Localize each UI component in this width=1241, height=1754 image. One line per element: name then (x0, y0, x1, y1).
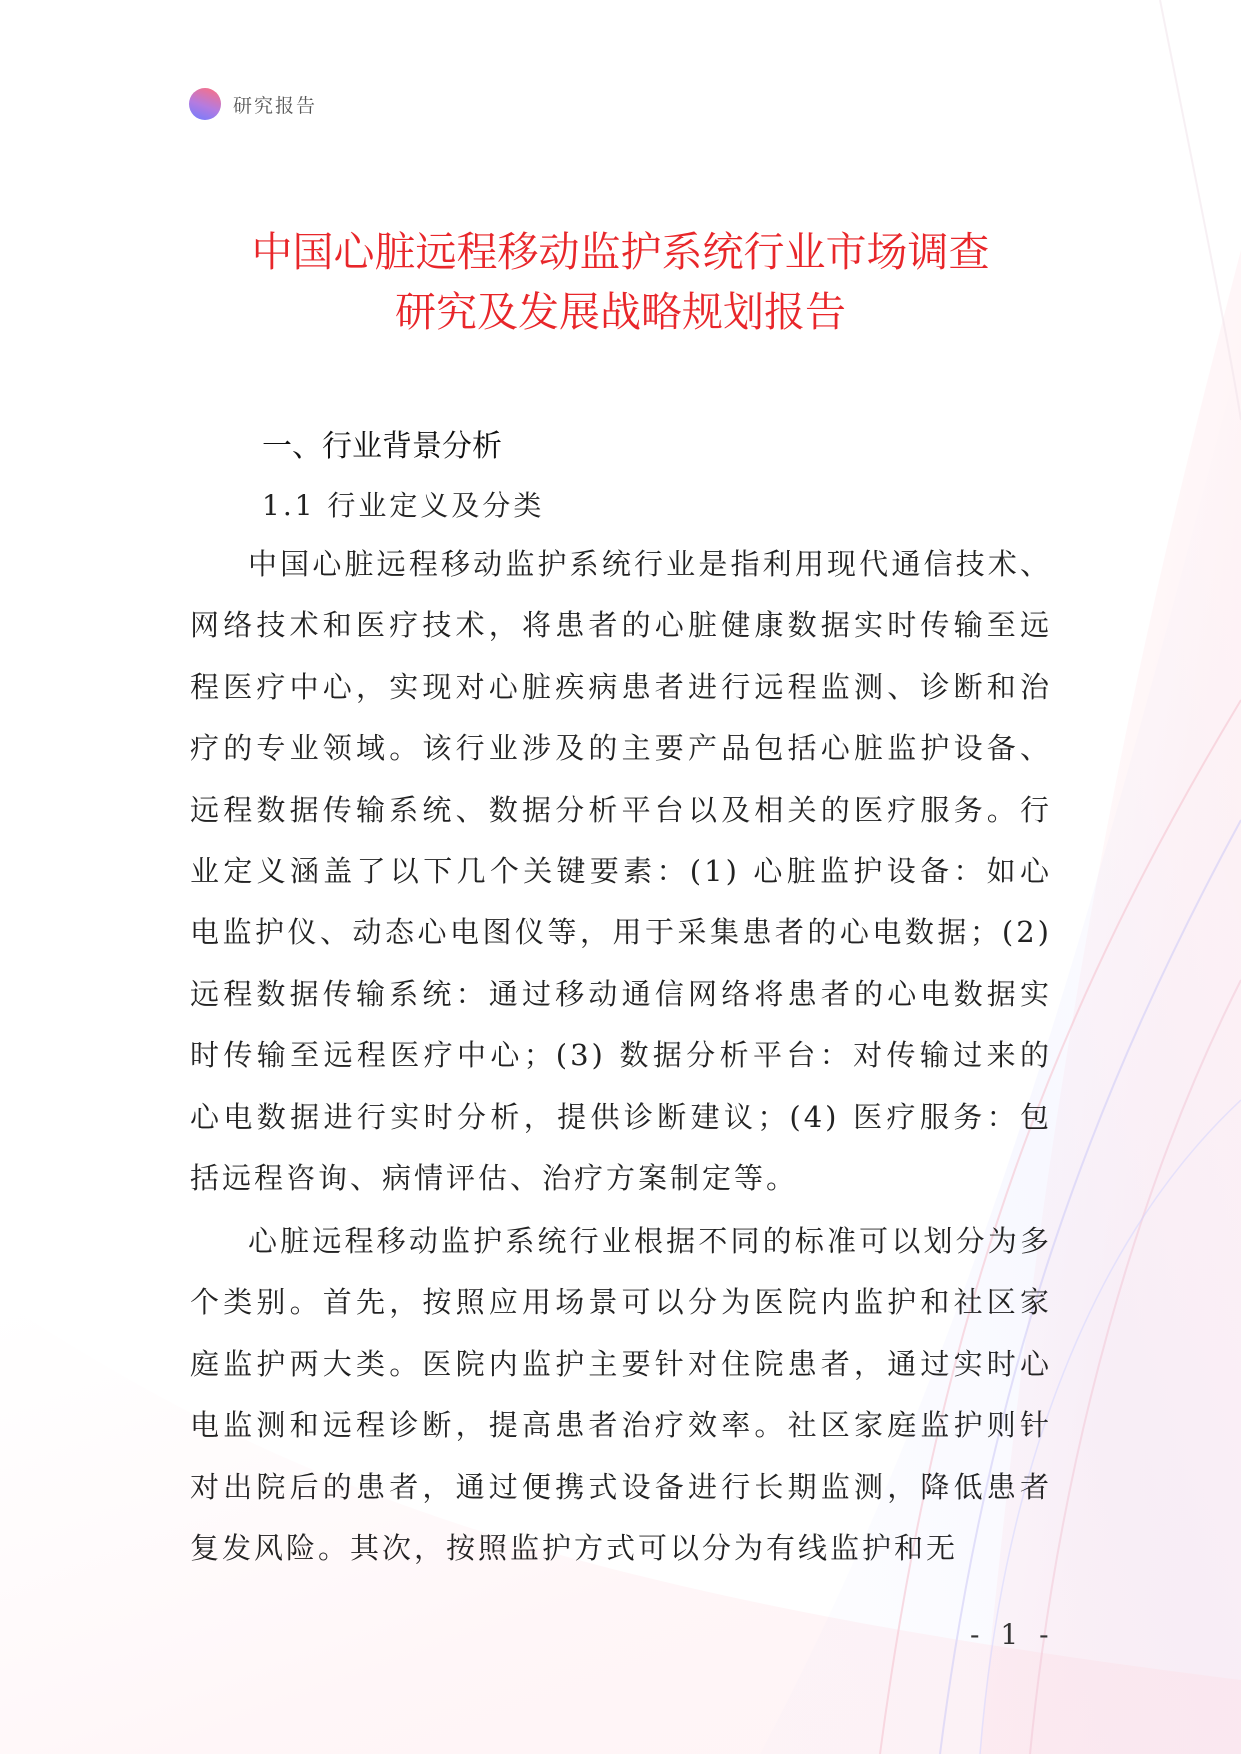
document-title (160, 222, 1081, 342)
section-heading: 一、行业背景分析 (262, 429, 502, 464)
page-number: - 1 - (970, 1618, 1055, 1651)
body-paragraph: 心脏远程移动监护系统行业根据不同的标准可以划分为多个类别。首先，按照应用场景可以分为医院内监护和社区家庭监护两大类。医院内监护主要针对住院患者，通过实时心电监测和远程诊断，提高患者治疗效率。社区家庭监护则针对出院后的患者，通过便携式设备进行长期监测，降低患者复发风险。其次，按照监护方式可以分为有线监护和无 (190, 1224, 1052, 1566)
title-line-2: 研究及发展战略规划报告 (395, 288, 846, 336)
gradient-circle-icon (189, 88, 221, 120)
badge-label: 研究报告 (233, 94, 318, 117)
report-badge (189, 88, 317, 120)
title-line-1: 中国心脏远程移动监护系统行业市场调查 (251, 228, 990, 276)
body-paragraph: 中国心脏远程移动监护系统行业是指利用现代通信技术、网络技术和医疗技术，将患者的心脏健康数据实时传输至远程医疗中心，实现对心脏疾病患者进行远程监测、诊断和治疗的专业领域。该行业涉及的主要产品包括心脏监护设备、远程数据传输系统、数据分析平台以及相关的医疗服务。行业定义涵盖了以下几个关键要素：(1) 心脏监护设备：如心电监护仪、动态心电图仪等，用于采集患者的心电数据；(2) 远程数据传输系统：通过移动通信网络将患者的心电数据实时传输至远程医疗中心；(3) 数据分析平台：对传输过来的心电数据进行实时分析，提供诊断建议；(4) 医疗服务：包括远程咨询、病情评估、治疗方案制定等。 (190, 547, 1052, 1196)
subsection-heading: 1.1 行业定义及分类 (262, 489, 545, 522)
